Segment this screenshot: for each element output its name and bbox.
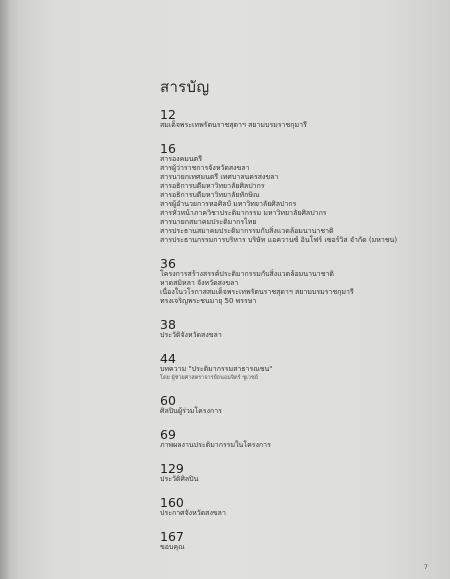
table-of-contents [160,78,440,564]
toc-entry: สารอธิการบดีมหาวิทยาลัยศิลปากร [160,182,265,190]
toc-entry: หาดสมิหลา จังหวัดสงขลา [160,279,239,287]
toc-page-number: 12 [160,107,176,122]
toc-entry: สารประธานสมาคมประติมากรรมกับสิ่งแวดล้อมนานาชาติ [160,227,334,235]
toc-sections [160,108,440,552]
toc-section [160,428,440,450]
toc-page-number: 167 [160,529,184,544]
toc-section [160,108,440,130]
toc-section [160,142,440,245]
toc-section [160,462,440,484]
toc-entry: สารอธิการบดีมหาวิทยาลัยทักษิณ [160,191,260,199]
toc-entry: บทความ "ประติมากรรมสาธารณชน" [160,365,273,373]
toc-entry: สารนายกเทศมนตรี เทศบาลนครสงขลา [160,173,279,181]
toc-entry: สารประธานกรรมการบริหาร บริษัท แอควานซ์ อินโฟร์ เซอร์วิส จำกัด (มหาชน) [160,236,398,244]
toc-entry: ประวัติศิลปิน [160,475,199,483]
toc-entry: ขอบคุณ [160,543,185,551]
toc-section [160,394,440,416]
toc-entry: สารผู้อำนวยการหอศิลป์ มหาวิทยาลัยศิลปากร [160,200,297,208]
toc-section [160,530,440,552]
toc-page-number: 69 [160,427,176,442]
toc-entry: ทรงเจริญพระชนมายุ 50 พรรษา [160,297,257,305]
toc-entry: ศิลปินผู้ร่วมโครงการ [160,407,222,415]
toc-page-number: 16 [160,141,176,156]
toc-byline: โดย ผู้ช่วยศาสตราจารย์ถนอมจิตร์ ชูเวชย์ [160,375,258,381]
toc-section [160,496,440,518]
toc-page-number: 60 [160,393,176,408]
toc-page-number: 160 [160,495,184,510]
toc-entry: ภาพผลงานประติมากรรมในโครงการ [160,441,271,449]
toc-entry: สารองคมนตรี [160,155,202,163]
toc-section [160,318,440,340]
toc-title: สารบัญ [160,78,210,96]
toc-page-number: 44 [160,351,176,366]
toc-entry: สมเด็จพระเทพรัตนราชสุดาฯ สยามบรมราชกุมารี [160,121,307,129]
toc-section [160,257,440,306]
toc-entry: โครงการสร้างสรรค์ประติมากรรมกับสิ่งแวดล้อมนานาชาติ [160,270,334,278]
toc-entry: ประกาศจังหวัดสงขลา [160,509,226,517]
toc-entry: ประวัติจังหวัดสงขลา [160,331,222,339]
page-gutter-shadow [0,0,18,579]
toc-page-number: 36 [160,256,176,271]
page-folio-number: 7 [424,564,428,571]
toc-section [160,352,440,382]
toc-entry: สารผู้ว่าราชการจังหวัดสงขลา [160,164,250,172]
toc-page-number: 129 [160,461,184,476]
toc-page-number: 38 [160,317,176,332]
toc-entry: สารหัวหน้าภาควิชาประติมากรรม มหาวิทยาลัยศิลปากร [160,209,327,217]
toc-entry: สารนายกสมาคมประติมากรไทย [160,218,257,226]
toc-entry: เนื่องในวโรกาสสมเด็จพระเทพรัตนราชสุดาฯ สยามบรมราชกุมารี [160,288,354,296]
